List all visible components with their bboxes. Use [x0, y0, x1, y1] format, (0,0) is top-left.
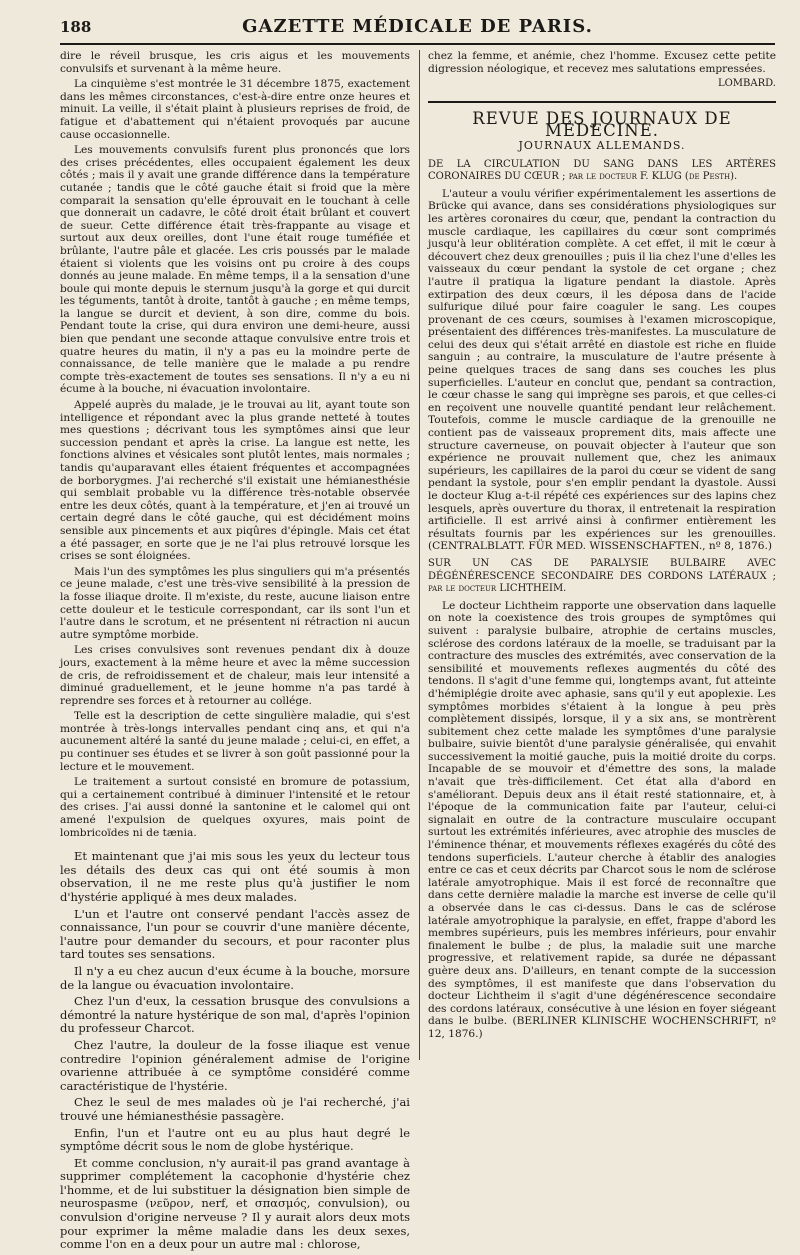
article-title: SUR UN CAS DE PARALYSIE BULBAIRE AVEC DÉGÉNÉRESCENCE SECONDAIRE DES CORDONS LATÉRAUX ; par le docteur LICHTHEIM. — [428, 557, 776, 595]
right-column — [428, 50, 776, 1044]
paragraph: L'un et l'autre ont conservé pendant l'accès assez de connaissance, l'un pour se couvrir d'une manière décente, l'autre pour demander du secours, et pour raconter plus tard toutes ses sensations. — [60, 906, 410, 962]
paragraph: Chez le seul de mes malades où je l'ai recherché, j'ai trouvé une hémianesthésie passagère. — [60, 1095, 410, 1123]
conclusion-block — [60, 850, 410, 1252]
paragraph: Et maintenant que j'ai mis sous les yeux du lecteur tous les détails des deux cas qui ont été soumis à mon observation, il ne me reste plus qu'à justifier le nom d'hystérie appliqué à mes deux malades. — [60, 849, 410, 904]
paragraph: L'auteur a voulu vérifier expérimentalement les assertions de Brücke qui avance, dans ses considérations physiologiques sur les artères coronaires du cœur, que, pendant la contraction du muscle cardiaque, les capillaires du cœur sont comprimés jusqu'à leur oblitération complète. A cet effet, il mit le cœur à découvert chez deux grenouilles ; puis il lia chez l'une d'elles les vaisseaux du cœur pendant la systole de cet organe ; chez l'autre il pratiqua la ligature pendant la diastole. Après extirpation des deux cœurs, il les déposa dans de l'acide sulfurique dilué pour faire coaguler le sang. Les coupes provenant de ces cœurs, soumises à l'examen microscopique, présentaient des différences très-manifestes. La musculature de celui des deux qui s'était arrêté en diastole est riche en fluide sanguin ; au contraire, la musculature de l'autre présente à peine quelques traces de sang dans ses couches les plus superficielles. L'auteur en conclut que, pendant sa contraction, le cœur chasse le sang qui imprègne ses parois, et que celles-ci en reçoivent une nouvelle quantité pendant leur relâchement. Toutefois, comme le muscle cardiaque de la grenouille ne contient pas de vaisseaux proprement dits, mais affecte une structure caverneuse, on pouvait objecter à l'auteur que son expérience ne prouvait nullement que, chez les animaux supérieurs, les capillaires de la paroi du cœur se vident de sang pendant la systole, pour s'en emplir pendant la dyastole. Aussi le docteur Klug a-t-il répété ces expériences sur des lapins chez lesquels, après ouverture du thorax, il entretenait la respiration artificielle. Il est arrivé ainsi à confirmer entièrement les résultats fournis par les expériences sur les grenouilles. (CENTRALBLATT. FÜR MED. WISSENSCHAFTEN., nº 8, 1876.) — [428, 187, 776, 553]
paragraph: Enfin, l'un et l'autre ont eu au plus haut degré le symptôme décrit sous le nom de globe hystérique. — [60, 1125, 410, 1154]
header-rule — [60, 43, 775, 45]
section-subtitle: JOURNAUX ALLEMANDS. — [518, 138, 686, 152]
paragraph: Telle est la description de cette singulière maladie, qui s'est montrée à très-longs intervalles pendant cinq ans, et qui n'a aucunement altéré la santé du jeune malade ; celui-ci, en effet, a pu continuer ses études et se livrer à son goût passionné pour la lecture et le mouvement. — [60, 710, 410, 773]
paragraph: Chez l'autre, la douleur de la fosse iliaque est venue contredire l'opinion généralement admise de l'origine ovarienne attribuée à ce symptôme considéré comme caractéristique de l'hystérie. — [60, 1037, 410, 1093]
paragraph: Appelé auprès du malade, je le trouvai au lit, ayant toute son intelligence et répondant avec la plus grande netteté à toutes mes questions ; décrivant tous les symptômes ainsi que leur succession pendant et après la crise. La langue est nette, les fonctions alvines et vésicales sont plutôt lentes, mais normales ; tandis qu'auparavant elles étaient fréquentes et accompagnées de borborygmes. J'ai recherché s'il existait une hémianesthésie qui semblait probable vu la différence très-notable observée entre les deux côtés, quant à la température, et j'en ai trouvé un certain degré dans le côté gauche, qui est décidément moins sensible aux pincements et aux piqûres d'épingle. Mais cet état a été passager, en sorte que je ne l'ai plus retrouvé lorsque les crises se sont éloignées. — [60, 399, 410, 563]
left-column — [60, 50, 410, 1255]
paragraph: La cinquième s'est montrée le 31 décembre 1875, exactement dans les mêmes circonstances, c'est-à-dire entre onze heures et minuit. La veille, il s'était plaint à plusieurs reprises de froid, de fatigue et d'abattement qui n'étaient provoqués par aucune cause occasionnelle. — [60, 78, 410, 141]
paragraph: dire le réveil brusque, les cris aigus et les mouvements convulsifs et survenant à la même heure. — [60, 50, 410, 75]
paragraph: Le traitement a surtout consisté en bromure de potassium, qui a certainement contribué à diminuer l'intensité et le retour des crises. J'ai aussi donné la santonine et le calomel qui ont amené l'expulsion de quelques oxyures, mais point de lombricoïdes ni de tænia. — [60, 776, 410, 839]
signature: LOMBARD. — [717, 78, 776, 90]
page-number: 188 — [60, 18, 92, 36]
paragraph: Le docteur Lichtheim rapporte une observation dans laquelle on note la coexistence des trois groupes de symptômes qui suivent : paralysie bulbaire, atrophie de certains muscles, sclérose des cordons latéraux de la moelle, se traduisant par la contracture des muscles des extrémités, avec conservation de la sensibilité et mouvements reflexes augmentés du côté des tendons. Il s'agit d'une femme qui, longtemps avant, fut atteinte d'hémiplégie droite avec aphasie, sans qu'il y eut apoplexie. Les symptômes morbides s'étaient à la longue à peu près complètement dissipés, lorsque, il y a six ans, se montrèrent subitement chez cette malade les symptômes d'une paralysie bulbaire, suivie bientôt d'une paralysie généralisée, qui envahit successivement la moitié gauche, puis la moitié droite du corps. Incapable de se mouvoir et d'émettre des sons, la malade n'avait que très-difficilement. Cet état alla d'abord en s'améliorant. Depuis deux ans il était resté stationnaire, et, à l'époque de la communication faite par l'auteur, celui-ci signalait en outre de la contracture musculaire occupant surtout les extrémités inférieures, avec atrophie des muscles de l'éminence thénar, et mouvements réflexes exagérés du côté des tendons superficiels. L'auteur cherche à établir des analogies entre ce cas et ceux décrits par Charcot sous le nom de sclérose latérale amyotrophique. Mais il est forcé de reconnaître que dans cette dernière maladie la marche est inverse de celle qu'il a observée dans le cas ci-dessus. Dans le cas de sclérose latérale amyotrophique la paralysie, en effet, frappe d'abord les membres supérieurs, puis les membres inférieurs, pour envahir finalement le bulbe ; de plus, la maladie suit une marche progressive, et relativement rapide, sa durée ne dépassant guère deux ans. D'ailleurs, en tenant compte de la succession des symptômes, il est manifeste que dans l'observation du docteur Lichtheim il s'agit d'une dégénérescence secondaire des cordons latéraux, consécutive à une lésion en foyer siégeant dans le bulbe. (BERLINER KLINISCHE WOCHENSCHRIFT, nº 12, 1876.) — [428, 599, 776, 1040]
article-title: DE LA CIRCULATION DU SANG DANS LES ARTÈRES CORONAIRES DU CŒUR ; par le docteur F. KLUG (de Pesth). — [428, 158, 776, 183]
journal-title: GAZETTE MÉDICALE DE PARIS. — [242, 16, 593, 37]
paragraph: Et comme conclusion, n'y aurait-il pas grand avantage à supprimer complétement la cacophonie d'hystérie chez l'homme, et de lui substituer la désignation bien simple de neurospasme (νεῦρον, nerf, et σπασμός, convulsion), ou convulsion d'origine nerveuse ? Il y aurait alors deux mots pour exprimer la même maladie dans les deux sexes, comme l'on en a deux pour un autre mal : chlorose, — [60, 1155, 410, 1252]
paragraph: Mais l'un des symptômes les plus singuliers qui m'a présentés ce jeune malade, c'est une très-vive sensibilité à la pression de la fosse iliaque droite. Il m'existe, du reste, aucune liaison entre cette douleur et le testicule correspondant, car ils sont l'un et l'autre dans le scrotum, et ne présentent ni rétraction ni aucun autre symptôme morbide. — [60, 565, 410, 641]
page-header — [60, 14, 775, 40]
section-title: REVUE DES JOURNAUX DE MÉDECINE. — [428, 101, 776, 138]
paragraph: Il n'y a eu chez aucun d'eux écume à la bouche, morsure de la langue ou évacuation involontaire. — [60, 963, 410, 992]
paragraph: Les mouvements convulsifs furent plus prononcés que lors des crises précédentes, elles occupaient également les deux côtés ; mais il y avait une grande différence dans la température cutanée ; tandis que le côté gauche était si froid que la mère comparait la sensation qu'elle éprouvait en le touchant à celle que donnerait un cadavre, le côté droit était brûlant et couvert de sueur. Cette différence était très-frappante au visage et surtout aux deux oreilles, dont l'une était rouge tuméfiée et brûlante, l'autre pâle et glacée. Les cris poussés par le malade étaient si violents que les voisins ont pu croire à des coups donnés au jeune malade. En même temps, il a la sensation d'une boule qui monte depuis le sternum jusqu'à la gorge et qui durcit les téguments, tantôt à droite, tantôt à gauche ; en même temps, la langue se durcit et devient, à son dire, comme du bois. Pendant toute la crise, qui dura environ une demi-heure, aussi bien que pendant une seconde attaque convulsive entre trois et quatre heures du matin, il n'y a pas eu la moindre perte de connaissance, de telle manière que le malade a pu rendre compte très-exactement de toutes ses sensations. Il n'y a eu ni écume à la bouche, ni évacuation involontaire. — [60, 144, 410, 396]
paragraph: Les crises convulsives sont revenues pendant dix à douze jours, exactement à la même heure et avec la même succession de cris, de refroidissement et de chaleur, mais leur intensité a diminué graduellement, et le jeune homme n'a pas tardé à reprendre ses forces et à retourner au collége. — [60, 644, 410, 707]
paragraph: Chez l'un d'eux, la cessation brusque des convulsions a démontré la nature hystérique de son mal, d'après l'opinion du professeur Charcot. — [60, 994, 410, 1036]
column-divider — [419, 50, 420, 1060]
paragraph: chez la femme, et anémie, chez l'homme. Excusez cette petite digression néologique, et recevez mes salutations empressées. — [428, 50, 776, 75]
